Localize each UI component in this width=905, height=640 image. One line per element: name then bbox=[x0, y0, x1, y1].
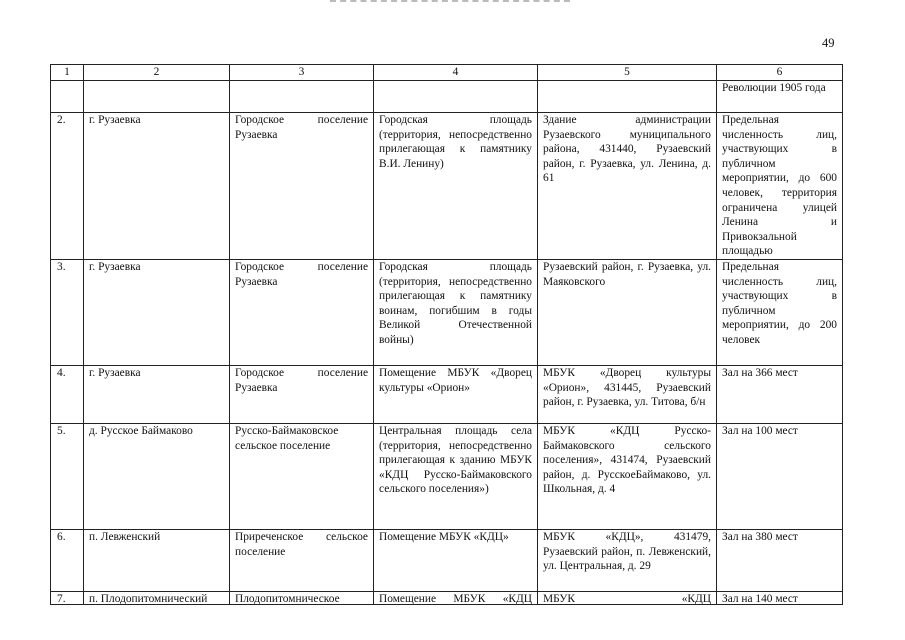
table-row bbox=[51, 113, 843, 260]
settlement-cell: Русско-Баймаковское сельское поселение bbox=[230, 423, 374, 529]
place-cell: Помещение МБУК «КДЦ» bbox=[374, 529, 538, 591]
capacity-cell: Зал на 366 мест bbox=[717, 365, 843, 423]
settlement-cell: Городское поселение Рузаевка bbox=[230, 259, 374, 365]
row-number: 5. bbox=[51, 423, 84, 529]
table-row bbox=[51, 529, 843, 591]
place-cell: Помещение МБУК «КДЦ bbox=[379, 592, 532, 604]
address-cell: МБУК «КДЦ Русско-Баймаковского сельского поселения», 431474, Рузаевский район, д. РусскоеБаймаково, ул. Школьная, д. 4 bbox=[538, 423, 717, 529]
locality-cell: г. Рузаевка bbox=[84, 259, 230, 365]
row-number: 4. bbox=[51, 365, 84, 423]
column-number: 6 bbox=[717, 65, 843, 81]
column-number: 1 bbox=[51, 65, 84, 81]
place-cell: Городская площадь (территория, непосредственно прилегающая к памятнику воинам, погибшим в годы Великой Отечественной войны) bbox=[374, 259, 538, 365]
place-cell: Центральная площадь села (территория, непосредственно прилегающая к зданию МБУК «КДЦ Русско-Баймаковского сельского поселения») bbox=[374, 423, 538, 529]
capacity-cell: Зал на 380 мест bbox=[717, 529, 843, 591]
capacity-cell: Зал на 140 мест bbox=[722, 592, 798, 604]
row-number: 7. bbox=[57, 592, 66, 604]
address-cell: МБУК «КДЦ», 431479, Рузаевский район, п. Левженский, ул. Центральная, д. 29 bbox=[538, 529, 717, 591]
table-row bbox=[51, 423, 843, 529]
table-row bbox=[51, 365, 843, 423]
locality-cell: г. Рузаевка bbox=[84, 365, 230, 423]
place-cell: Городская площадь (территория, непосредственно прилегающая к памятнику В.И. Ленину) bbox=[374, 113, 538, 260]
row-number: 2. bbox=[51, 113, 84, 260]
column-number: 4 bbox=[374, 65, 538, 81]
locality-cell: п. Плодопитомнический bbox=[89, 592, 208, 604]
settlement-cell: Городское поселение Рузаевка bbox=[230, 113, 374, 260]
address-cell: МБУК «Дворец культуры «Орион», 431445, Рузаевский район, г. Рузаевка, ул. Титова, б/н bbox=[538, 365, 717, 423]
table-row-continuation bbox=[51, 81, 843, 113]
settlement-cell: Плодопитомническое bbox=[235, 592, 340, 604]
address-cell: МБУК «КДЦ bbox=[543, 592, 711, 604]
table-row bbox=[51, 591, 843, 604]
locality-cell: г. Рузаевка bbox=[84, 113, 230, 260]
column-number: 5 bbox=[538, 65, 717, 81]
row-number: 3. bbox=[51, 259, 84, 365]
page-number: 49 bbox=[822, 36, 835, 50]
address-cell: Рузаевский район, г. Рузаевка, ул. Маяковского bbox=[538, 259, 717, 365]
venues-table bbox=[50, 64, 843, 605]
capacity-cell: Предельная численность лиц, участвующих в публичном мероприятии, до 200 человек bbox=[717, 259, 843, 365]
settlement-cell: Городское поселение Рузаевка bbox=[230, 365, 374, 423]
locality-cell: д. Русское Баймаково bbox=[84, 423, 230, 529]
place-cell: Помещение МБУК «Дворец культуры «Орион» bbox=[374, 365, 538, 423]
table-header-row bbox=[51, 65, 843, 81]
address-cell: Здание администрации Рузаевского муниципального района, 431440, Рузаевский район, г. Рузаевка, ул. Ленина, д. 61 bbox=[538, 113, 717, 260]
locality-cell: п. Левженский bbox=[84, 529, 230, 591]
scan-artifact bbox=[330, 0, 570, 5]
column-number: 3 bbox=[230, 65, 374, 81]
capacity-cell: Предельная численность лиц, участвующих в публичном мероприятии, до 600 человек, территория ограничена улицей Ленина и Привокзальной площадью bbox=[717, 113, 843, 260]
table-row bbox=[51, 259, 843, 365]
capacity-cell: Зал на 100 мест bbox=[717, 423, 843, 529]
row-number: 6. bbox=[51, 529, 84, 591]
column-number: 2 bbox=[84, 65, 230, 81]
capacity-cell: Революции 1905 года bbox=[717, 81, 843, 113]
settlement-cell: Приреченское сельское поселение bbox=[230, 529, 374, 591]
